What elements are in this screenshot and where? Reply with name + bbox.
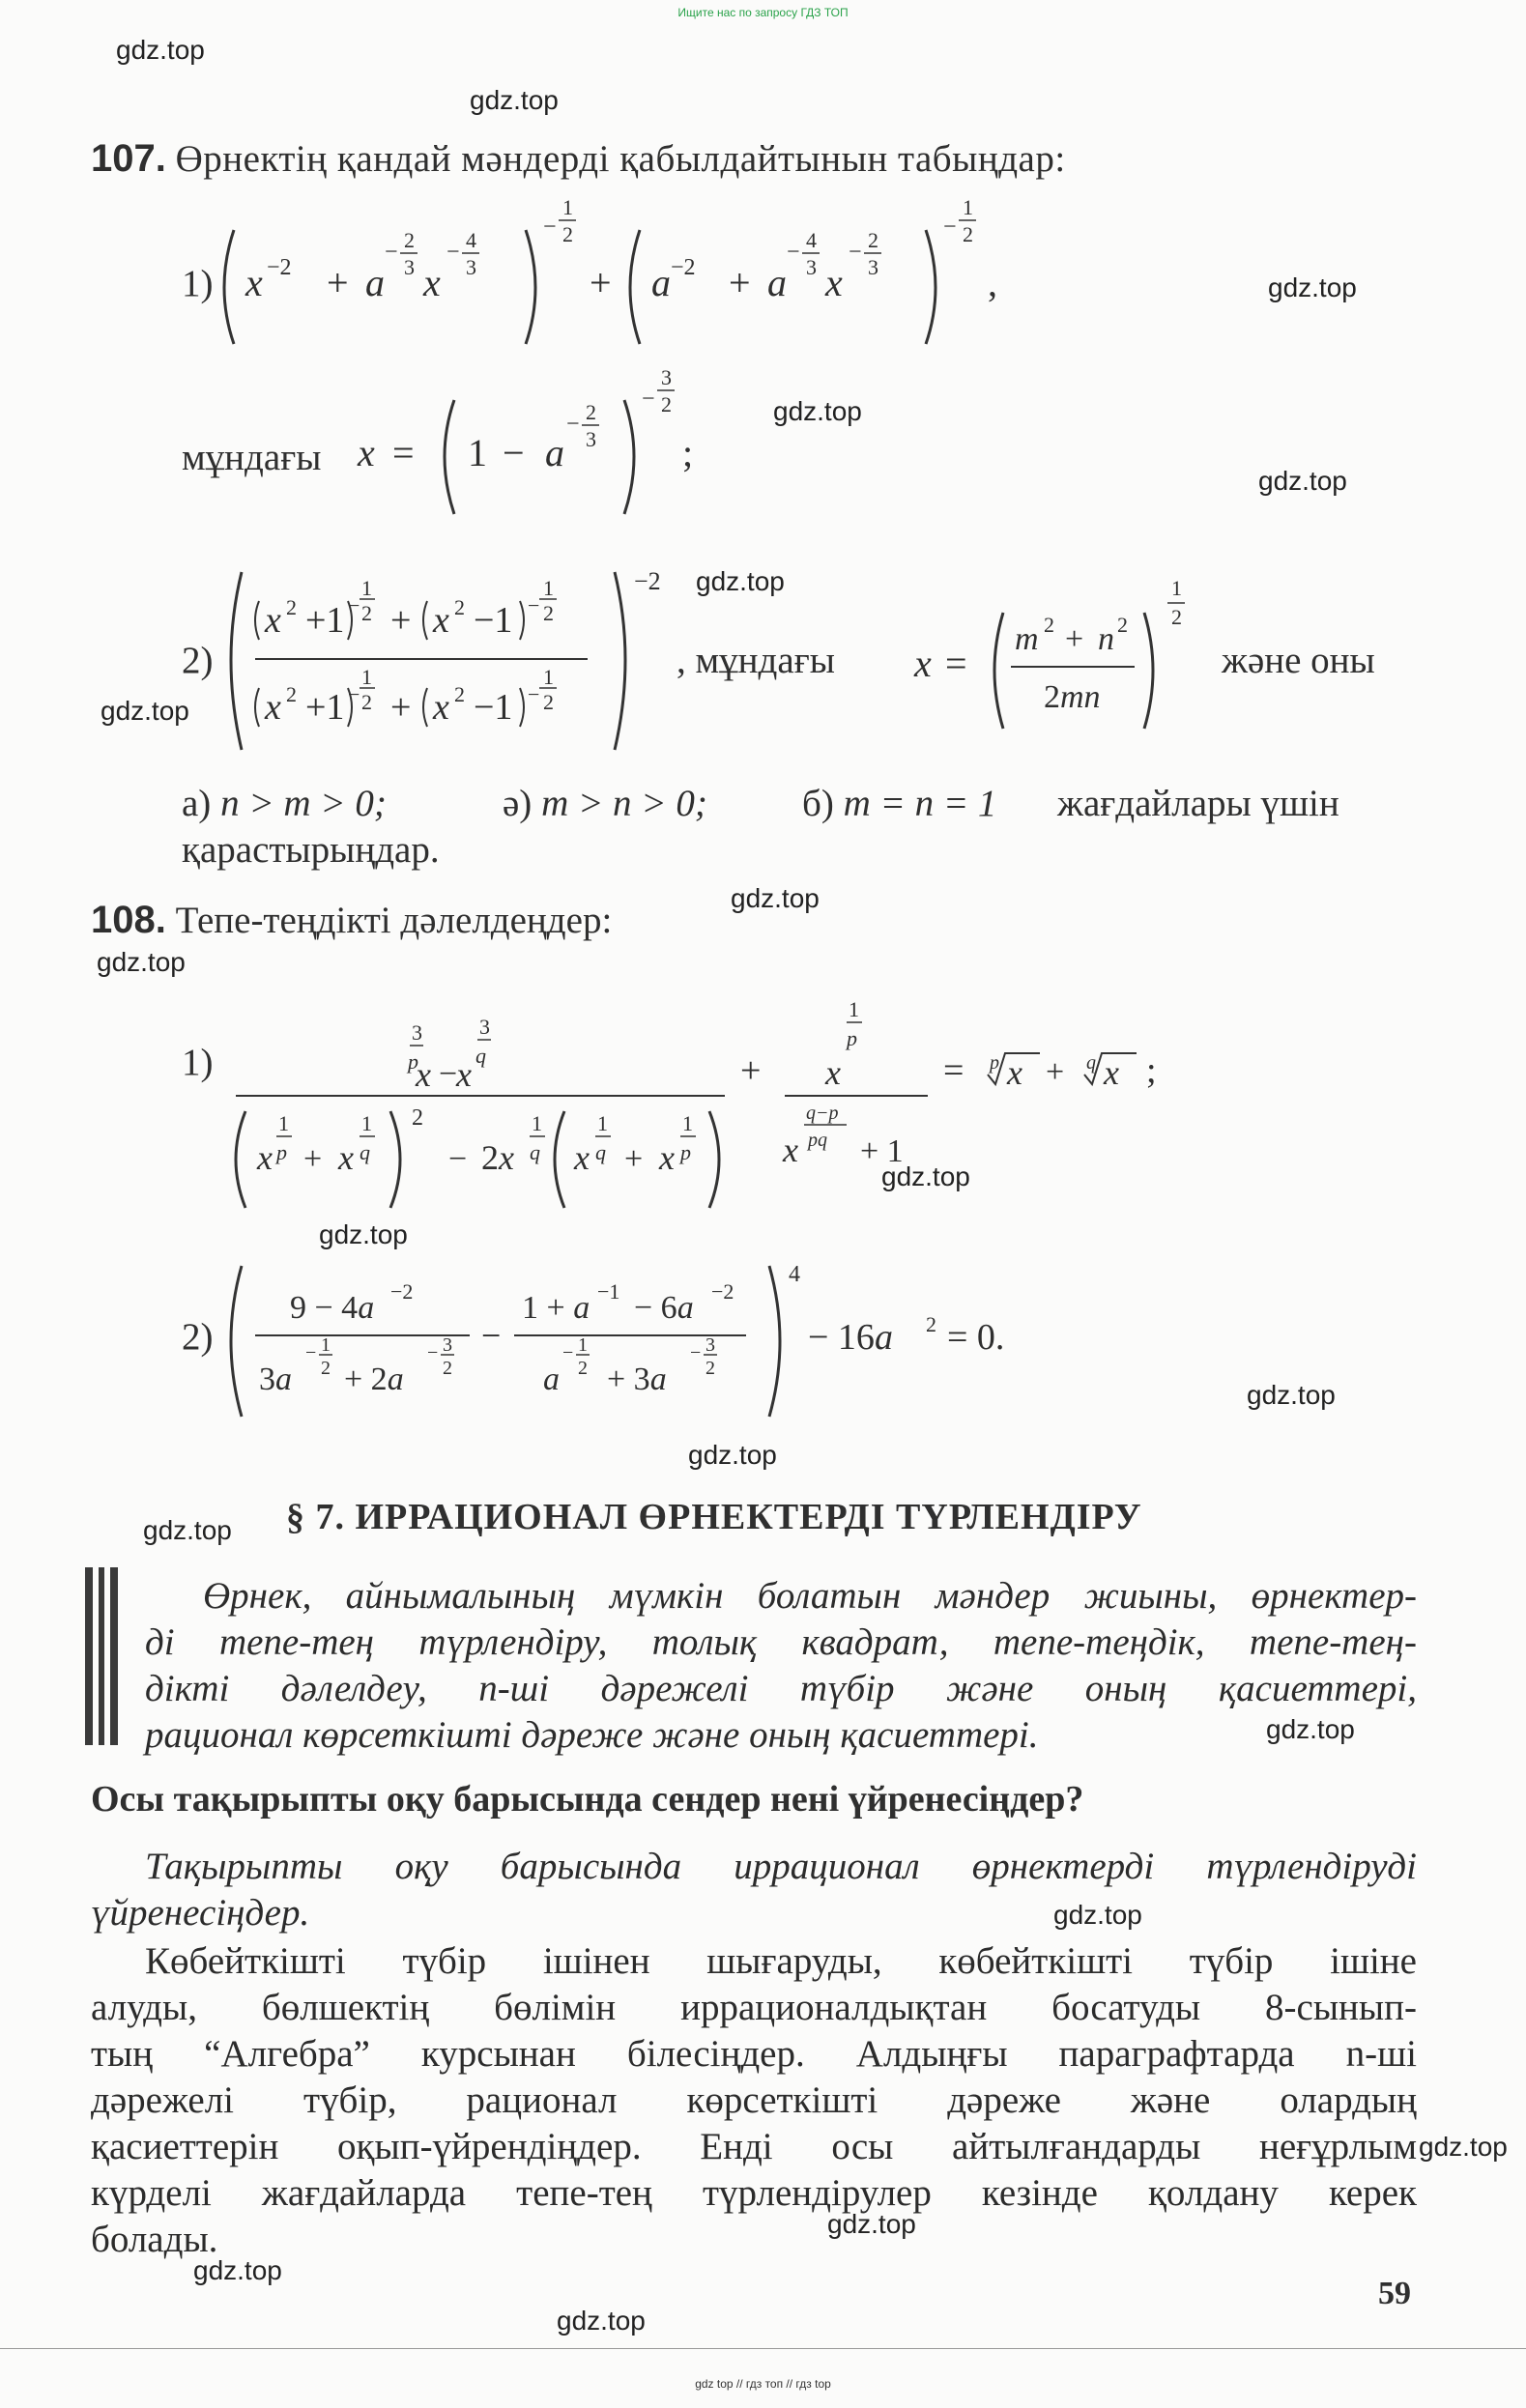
svg-text:+ 1: + 1 <box>860 1133 904 1169</box>
section-heading: § 7. ИРРАЦИОНАЛ ӨРНЕКТЕРДІ ТҮРЛЕНДІРУ <box>286 1497 1142 1537</box>
body-line: Көбейткішті түбір ішінен шығаруды, көбейткішті түбір ішіне <box>145 1940 1417 1982</box>
watermark: gdz.top <box>688 1440 777 1470</box>
svg-text:1: 1 <box>361 576 372 600</box>
svg-text:2: 2 <box>586 400 596 424</box>
formula-108-1 <box>232 976 1198 1218</box>
watermark: gdz.top <box>1247 1380 1336 1410</box>
svg-text:1: 1 <box>543 665 554 689</box>
svg-text:−: − <box>528 682 540 706</box>
svg-text:3: 3 <box>404 255 415 279</box>
svg-text:−: − <box>943 215 957 240</box>
svg-text:1: 1 <box>578 1334 588 1356</box>
svg-text:=: = <box>943 1050 965 1091</box>
watermark: gdz.top <box>116 35 205 65</box>
svg-text:2: 2 <box>705 1358 715 1379</box>
svg-text:2: 2 <box>321 1358 331 1379</box>
svg-text:a: a <box>651 261 671 304</box>
svg-text:a: a <box>767 261 787 304</box>
svg-text:x: x <box>825 261 843 304</box>
body-line: күрделі жағдайларда тепе-тең түрлендірулер кезінде қолдану керек <box>91 2172 1417 2214</box>
svg-text:p: p <box>408 1049 418 1074</box>
watermark: gdz.top <box>1268 272 1357 302</box>
svg-text:2: 2 <box>1171 605 1182 629</box>
svg-text:−2: −2 <box>634 567 661 595</box>
svg-text:−: − <box>566 412 580 437</box>
item-where: , мұндағы <box>677 640 835 681</box>
svg-text:2: 2 <box>543 601 554 625</box>
case-b <box>802 781 996 827</box>
svg-text:,: , <box>988 261 997 304</box>
svg-text:pq: pq <box>808 1130 827 1151</box>
svg-text:− 6a: − 6a <box>634 1290 694 1326</box>
body-line: алуды, бөлшектің бөлімін иррационалдықтан босатуды 8-сынып- <box>91 1987 1417 2028</box>
svg-text:−: − <box>427 1342 439 1363</box>
svg-text:−1: −1 <box>597 1279 620 1304</box>
keyword-bars-icon <box>85 1567 118 1745</box>
watermark: gdz.top <box>319 1219 408 1249</box>
body-line: болады. <box>91 2219 218 2260</box>
svg-text:−: − <box>787 240 800 265</box>
watermark: gdz.top <box>731 883 820 913</box>
keywords-line: дікті дәлелдеу, n-ші дәрежелі түбір және оның қасиеттері, <box>145 1668 1417 1709</box>
svg-text:−: − <box>446 240 460 265</box>
svg-text:−: − <box>448 1141 468 1177</box>
watermark: gdz.top <box>143 1515 232 1545</box>
svg-text:q: q <box>475 1044 486 1068</box>
svg-text:x: x <box>265 600 281 641</box>
svg-text:x: x <box>358 431 375 474</box>
svg-text:+: + <box>327 261 349 304</box>
svg-text:−2: −2 <box>711 1279 734 1304</box>
svg-text:−: − <box>385 240 398 265</box>
svg-text:x: x <box>423 261 441 304</box>
exercise-title: Тепе-теңдікті дәлелдеңдер: <box>175 900 613 941</box>
svg-text:p: p <box>276 1140 287 1164</box>
svg-text:+: + <box>303 1141 323 1177</box>
keywords-line: рационал көрсеткішті дәреже және оның қасиеттері. <box>145 1714 1039 1756</box>
formula-107-1 <box>220 191 1013 356</box>
page-number: 59 <box>1378 2276 1411 2311</box>
exercise-title: Өрнектің қандай мәндерді қабылдайтынын табыңдар: <box>175 138 1066 180</box>
svg-text:x: x <box>659 1138 675 1177</box>
svg-text:2: 2 <box>443 1358 452 1379</box>
svg-text:−: − <box>690 1342 702 1363</box>
item-label: 1) <box>182 1042 214 1083</box>
svg-text:2: 2 <box>926 1312 936 1336</box>
formula-107-2-where <box>907 574 1196 738</box>
svg-text:2: 2 <box>361 690 372 714</box>
svg-text:3a: 3a <box>259 1362 292 1397</box>
svg-text:q−p: q−p <box>806 1103 839 1124</box>
svg-text:2: 2 <box>543 690 554 714</box>
item-tail: және оны <box>1222 640 1375 681</box>
svg-text:+: + <box>624 1141 644 1177</box>
formula-107-1-where <box>348 363 734 528</box>
svg-text:−: − <box>439 1056 458 1092</box>
svg-text:q: q <box>360 1140 370 1164</box>
svg-text:+ 3a: + 3a <box>607 1362 667 1397</box>
intro-line: Тақырыпты оқу барысында иррационал өрнектерді түрлендіруді <box>145 1846 1417 1887</box>
svg-text:2: 2 <box>1044 613 1054 637</box>
svg-text:p: p <box>680 1140 691 1164</box>
svg-text:2: 2 <box>412 1105 423 1131</box>
svg-text:q: q <box>1086 1052 1096 1074</box>
case-expr: n > m > 0; <box>220 783 387 824</box>
keywords-line: Өрнек, айнымалының мүмкін болатын мәндер жиыны, өрнектер- <box>203 1575 1417 1617</box>
svg-text:2: 2 <box>1117 613 1128 637</box>
svg-text:q: q <box>530 1140 540 1164</box>
svg-text:p: p <box>847 1026 857 1050</box>
intro-line: үйренесіңдер. <box>91 1892 310 1934</box>
svg-text:x: x <box>1007 1053 1022 1092</box>
watermark: gdz.top <box>696 566 785 596</box>
case-a <box>182 781 387 827</box>
svg-text:x: x <box>914 642 932 685</box>
watermark: gdz.top <box>1053 1900 1142 1930</box>
watermark: gdz.top <box>1419 2132 1508 2162</box>
svg-text:;: ; <box>682 431 694 474</box>
svg-text:−: − <box>849 240 862 265</box>
footer-links: gdz top // гдз топ // гдз top <box>695 2377 831 2391</box>
svg-text:n: n <box>1098 621 1114 657</box>
svg-text:2: 2 <box>578 1358 588 1379</box>
item-where: мұндағы <box>182 437 322 478</box>
watermark: gdz.top <box>1266 1714 1355 1744</box>
case-ae <box>503 781 707 827</box>
svg-text:x: x <box>433 600 449 641</box>
svg-text:−1: −1 <box>474 687 513 728</box>
svg-text:3: 3 <box>806 255 817 279</box>
watermark: gdz.top <box>827 2209 916 2239</box>
case-label: а) <box>182 783 212 824</box>
section-question: Осы тақырыпты оқу барысында сендер нені үйренесіңдер? <box>91 1779 1084 1820</box>
svg-text:+: + <box>729 261 751 304</box>
svg-text:x: x <box>265 687 281 728</box>
svg-text:q: q <box>595 1140 606 1164</box>
svg-text:3: 3 <box>466 255 476 279</box>
svg-text:=: = <box>392 431 415 474</box>
svg-text:+: + <box>390 687 412 728</box>
svg-text:3: 3 <box>443 1334 452 1356</box>
top-banner: Ищите нас по запросу ГДЗ ТОП <box>677 6 849 19</box>
svg-text:x: x <box>416 1055 431 1094</box>
svg-text:+: + <box>740 1050 762 1091</box>
svg-text:−1: −1 <box>474 600 513 641</box>
svg-text:x: x <box>338 1138 354 1177</box>
watermark: gdz.top <box>101 696 189 726</box>
exercise-108-header <box>91 897 612 944</box>
svg-text:3: 3 <box>412 1020 422 1045</box>
svg-text:p: p <box>990 1052 999 1074</box>
watermark: gdz.top <box>470 85 559 115</box>
exercise-number: 108. <box>91 899 166 941</box>
svg-text:x: x <box>433 687 449 728</box>
svg-text:+: + <box>1046 1054 1065 1090</box>
watermark: gdz.top <box>881 1161 970 1191</box>
svg-text:3: 3 <box>661 365 672 389</box>
body-line: қасиеттерін оқып-үйрендіңдер. Енді осы айтылғандарды неғұрлым <box>91 2126 1417 2167</box>
svg-text:+: + <box>390 600 412 641</box>
svg-text:−: − <box>348 682 360 706</box>
svg-text:4: 4 <box>466 228 476 252</box>
svg-text:1: 1 <box>361 665 372 689</box>
svg-text:;: ; <box>1146 1050 1157 1091</box>
svg-text:2: 2 <box>661 392 672 416</box>
formula-108-2 <box>228 1252 1040 1426</box>
svg-text:1: 1 <box>849 997 859 1021</box>
item-label: 1) <box>182 263 214 304</box>
svg-text:+ 2a: + 2a <box>344 1362 404 1397</box>
body-line: дәрежелі түбір, рационал көрсеткішті дәреже және олардың <box>91 2079 1417 2121</box>
svg-text:1: 1 <box>682 1111 693 1135</box>
svg-text:4: 4 <box>789 1262 800 1287</box>
case-line2: қарастырыңдар. <box>182 829 440 871</box>
item-label: 2) <box>182 640 214 681</box>
case-tail: жағдайлары үшін <box>1057 783 1339 824</box>
case-label: ә) <box>503 783 533 824</box>
exercise-107-header <box>91 135 1066 183</box>
svg-text:1: 1 <box>532 1111 542 1135</box>
svg-text:+1: +1 <box>305 687 345 728</box>
svg-text:m: m <box>1015 621 1039 657</box>
svg-text:2: 2 <box>454 682 465 706</box>
svg-text:3: 3 <box>868 255 878 279</box>
svg-text:x: x <box>574 1138 590 1177</box>
svg-text:−: − <box>543 215 557 240</box>
svg-text:2: 2 <box>454 595 465 619</box>
svg-text:+1: +1 <box>305 600 345 641</box>
svg-text:−: − <box>528 593 540 617</box>
svg-text:1: 1 <box>321 1334 331 1356</box>
svg-text:9 − 4a: 9 − 4a <box>290 1290 375 1326</box>
svg-text:−: − <box>481 1316 502 1355</box>
svg-text:a: a <box>543 1362 560 1397</box>
exercise-number: 107. <box>91 137 166 180</box>
svg-text:+: + <box>590 261 612 304</box>
svg-text:4: 4 <box>806 228 817 252</box>
svg-text:2: 2 <box>404 228 415 252</box>
svg-text:3: 3 <box>705 1334 715 1356</box>
svg-text:1: 1 <box>597 1111 608 1135</box>
svg-text:x: x <box>825 1053 841 1092</box>
case-expr: m = n = 1 <box>843 783 997 824</box>
svg-text:x: x <box>1104 1053 1119 1092</box>
svg-text:−: − <box>503 431 525 474</box>
svg-text:x: x <box>257 1138 273 1177</box>
case-label: б) <box>802 783 834 824</box>
svg-text:2: 2 <box>286 682 297 706</box>
svg-text:+: + <box>1065 621 1084 657</box>
svg-text:− 16a: − 16a <box>808 1317 893 1358</box>
case-expr: m > n > 0; <box>541 783 707 824</box>
body-line: тың “Алгебра” курсынан білесіңдер. Алдыңғы параграфтарда n-ші <box>91 2033 1417 2075</box>
svg-text:2: 2 <box>868 228 878 252</box>
svg-text:2mn: 2mn <box>1044 679 1101 715</box>
watermark: gdz.top <box>193 2255 282 2285</box>
svg-text:x: x <box>456 1055 472 1094</box>
svg-text:3: 3 <box>586 427 596 451</box>
svg-text:3: 3 <box>479 1015 490 1039</box>
svg-text:x: x <box>783 1131 798 1169</box>
watermark: gdz.top <box>1258 466 1347 496</box>
watermark: gdz.top <box>97 947 186 977</box>
svg-text:1 + a: 1 + a <box>522 1290 590 1326</box>
svg-text:−: − <box>348 593 360 617</box>
svg-text:a: a <box>365 261 385 304</box>
svg-text:1: 1 <box>963 195 973 219</box>
svg-text:2: 2 <box>286 595 297 619</box>
svg-text:1: 1 <box>543 576 554 600</box>
formula-107-2-fraction <box>228 559 702 761</box>
svg-text:−: − <box>305 1342 317 1363</box>
svg-text:2: 2 <box>361 601 372 625</box>
svg-text:a: a <box>545 431 564 474</box>
svg-text:1: 1 <box>468 431 487 474</box>
svg-text:−: − <box>562 1342 574 1363</box>
svg-text:=: = <box>945 642 967 685</box>
watermark: gdz.top <box>773 396 862 426</box>
svg-text:1: 1 <box>278 1111 289 1135</box>
keywords-line: ді тепе-тең түрлендіру, толық квадрат, тепе-теңдік, тепе-тең- <box>145 1621 1417 1663</box>
svg-text:2: 2 <box>963 222 973 246</box>
svg-text:1: 1 <box>562 195 573 219</box>
svg-text:= 0.: = 0. <box>947 1317 1005 1358</box>
item-label: 2) <box>182 1316 214 1358</box>
svg-text:−2: −2 <box>390 1279 414 1304</box>
svg-text:1: 1 <box>1171 576 1182 600</box>
svg-text:−2: −2 <box>671 255 696 280</box>
svg-text:x: x <box>245 261 263 304</box>
footer-divider <box>0 2348 1526 2349</box>
svg-text:−: − <box>642 387 655 412</box>
svg-text:2x: 2x <box>481 1138 514 1177</box>
svg-text:1: 1 <box>361 1111 372 1135</box>
svg-text:−2: −2 <box>267 255 292 280</box>
watermark: gdz.top <box>557 2306 646 2336</box>
svg-text:2: 2 <box>562 222 573 246</box>
